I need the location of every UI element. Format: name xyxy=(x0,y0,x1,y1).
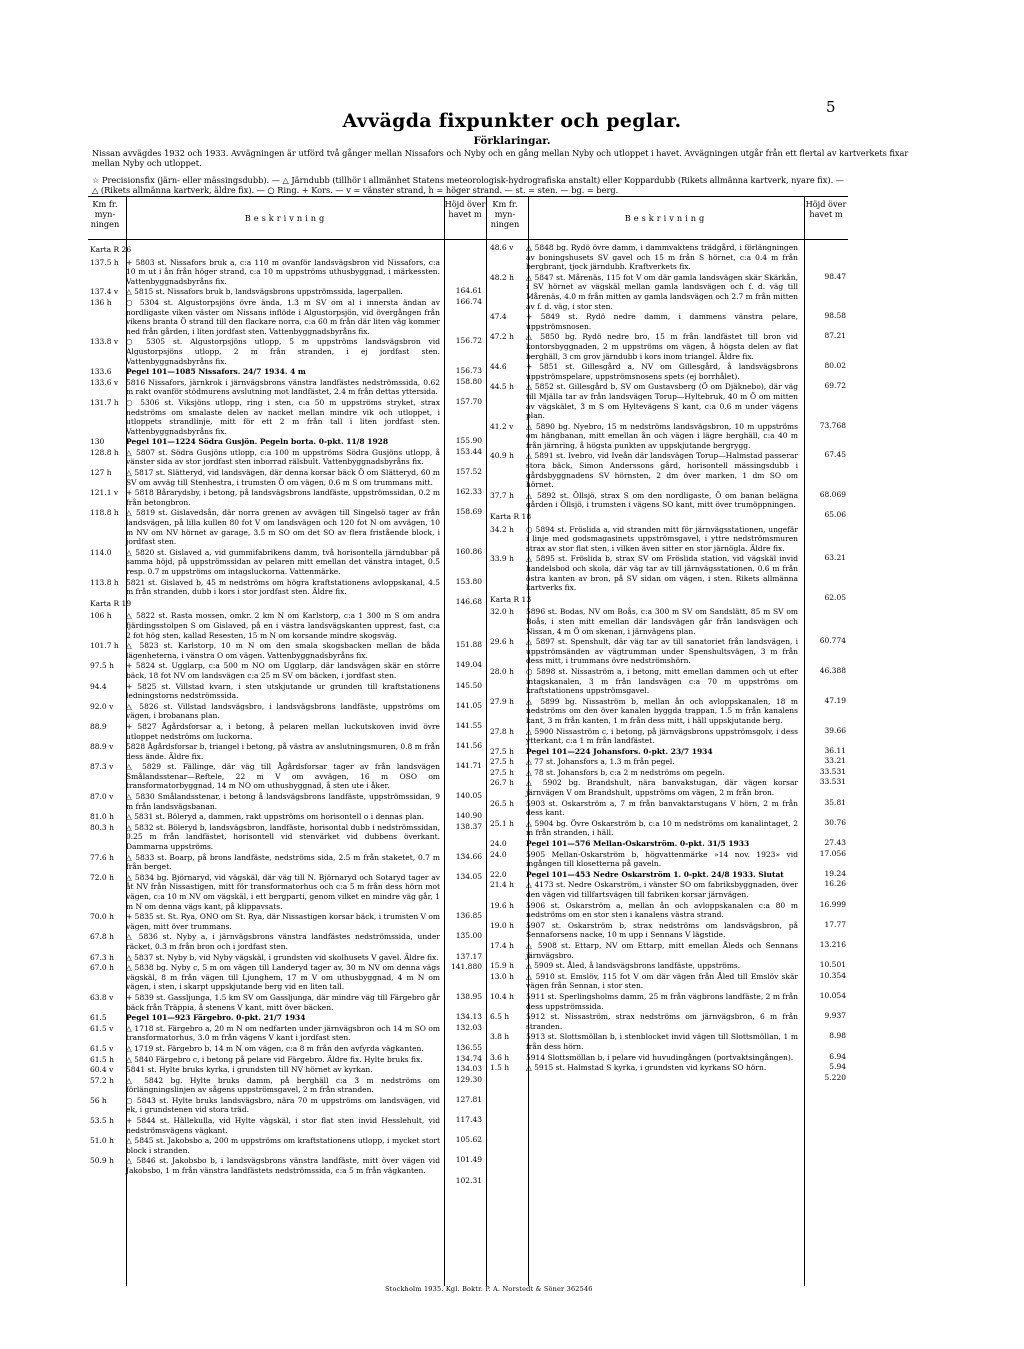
row-description: 5903 st. Oskarström a, 7 m från banvaktarstugans V hörn, 2 m från dess kant. xyxy=(526,798,798,818)
row-height: 158.80 xyxy=(455,376,482,386)
row-description: + 5824 st. Ugglarp, c:a 500 m NO om Ugglarp, där landsvägen skär en större bäck, 18 fot NV om landsvägen c:a 25 m SV om bäcken, i jordfast sten. xyxy=(126,661,440,680)
row-description: △ 5900 Nissaström c, i betong, på järnvägsbrons uppströmsgolv, i dess ytterkant, c:a 1 m från landfästet. xyxy=(526,726,798,746)
row-description: + 5818 Bårarydsby, i betong, på landsvägsbrons landfäste, uppströmssidan, 0.2 m från betongbron. xyxy=(126,488,440,507)
row-km: 6.5 h xyxy=(490,1012,510,1022)
row-description: △ 5833 st. Boarp, på brons landfäste, nedströms sida, 2.5 m från staketet, 0.7 m från berget. xyxy=(126,852,440,872)
row-description: ○ 5304 st. Algustorpsjöns övre ända, 1.3 m SV om al i innersta ändan av nordligaste viken väster om Nissans inflöde i Algustorpsjön, vid övergången från vikens branta Ö strand till den flackare norra, c:a 60 m från där liten väg kommer ned från gården, i liten jordfast sten. Vattenbyggnadsbyråns fix. xyxy=(126,297,440,336)
row-description: 5821 st. Gislaved b, 45 m nedströms om högra kraftstationens avloppskanal, 4.5 m från stranden, dubb i kors i stor jordfast sten. Äldre fix. xyxy=(126,577,440,597)
row-km: 51.0 h xyxy=(90,1136,114,1146)
row-km: 47.4 xyxy=(490,312,507,322)
row-height: 87.21 xyxy=(824,331,846,341)
row-height: 69.72 xyxy=(824,381,846,391)
row-description: △ 5909 st. Åled, å landsvägsbrons landfäste, uppströms. xyxy=(526,961,741,971)
row-description: △ 5823 st. Karlstorp, 10 m N om den smala skogsbacken mellan de båda lägenheterna, i vänstra O om vägen. Vattenbyggnadsbyråns fix. xyxy=(126,641,440,660)
map-sheet-label: Karta R 19 xyxy=(90,598,132,608)
row-km: 60.4 v xyxy=(90,1065,114,1075)
row-height: 134.74 xyxy=(455,1053,482,1063)
row-km: 27.5 h xyxy=(490,767,514,777)
row-height: 151.88 xyxy=(455,640,482,650)
row-height: 13.216 xyxy=(819,939,846,949)
row-km: 28.0 h xyxy=(490,666,514,676)
row-km: 41.2 v xyxy=(490,421,514,431)
row-km: 114.0 xyxy=(90,547,112,557)
row-description: △ 5897 st. Spenshult, där väg tar av till sanatoriet från landsvägen, i uppströmsänden av vägtrumman under Spenshultsvägen, 3 m från dess mitt, i trummans övre nedströmshörn. xyxy=(526,637,798,666)
row-km: 87.0 v xyxy=(90,792,114,802)
row-description: + 5844 st. Hällekulla, vid Hylte vägskäl, i stor flat sten invid Hesslehult, vid nedströmsvägens vägkant. xyxy=(126,1116,440,1135)
row-description: △ 4173 st. Nedre Oskarström, i vänster SO om fabriksbyggnaden, över den vägen vid tillfartsvägen till fabriken korsar järnvägen. xyxy=(526,880,798,899)
row-description: △ 5840 Färgebro c, i betong på pelare vid Färgebro. Äldre fix. Hylte bruks fix. xyxy=(126,1054,423,1064)
row-height: 135.00 xyxy=(455,931,482,941)
row-height: 129.30 xyxy=(455,1074,482,1084)
row-height: 153.80 xyxy=(455,576,482,586)
row-description: Pegel 101—576 Mellan-Oskarström. 0-pkt. 31/5 1933 xyxy=(526,839,750,849)
header-height: Höjd över havet m xyxy=(444,199,486,219)
row-description: 5912 st. Nissaström, strax nedströms om järnvägsbron, 6 m från stranden. xyxy=(526,1012,798,1031)
row-height: 140.05 xyxy=(455,791,482,801)
row-km: 61.5 xyxy=(90,1013,107,1023)
row-height: 141.71 xyxy=(455,761,482,771)
row-km: 33.9 h xyxy=(490,554,514,564)
row-km: 57.2 h xyxy=(90,1075,114,1085)
row-km: 67.8 h xyxy=(90,932,114,942)
row-km: 27.5 h xyxy=(490,746,514,756)
row-km: 44.6 xyxy=(490,362,507,372)
row-height: 68.069 xyxy=(819,489,846,499)
row-description: 5905 Mellan-Oskarström b, högvattenmärke »14 nov. 1923» vid ingången till klosetterna på gaveln. xyxy=(526,849,798,869)
row-description: △ 5899 bg. Nissaström b, mellan ån och avloppskanalen, 18 m nedströms om den över kanalen byggda trappan, 1.5 m från kanalens kant, 3 m från kanten, 1 m från dess mitt, i häll uppskjutande berg. xyxy=(526,696,798,725)
row-description: △ 78 st. Johansfors b, c:a 2 m nedströms om pegeln. xyxy=(526,767,725,777)
row-km: 63.8 v xyxy=(90,992,114,1002)
row-description: △ 5892 st. Öllsjö, strax S om den nordligaste, Ö om banan belägna gården i Öllsjö, i trumsten i vägens SO kant, mitt över trumöppningen. xyxy=(526,490,798,510)
row-description: △ 5831 st. Böleryd a, dammen, rakt uppströms om horisontell o i dennas plan. xyxy=(126,812,424,822)
row-km: 37.7 h xyxy=(490,490,514,500)
row-km: 87.3 v xyxy=(90,762,114,772)
row-km: 61.5 v xyxy=(90,1023,114,1033)
row-description: △ 5848 bg. Rydö övre damm, i dammvaktens trädgård, i förlängningen av boningshusets SV gavel och 15 m från S hörnet, c:a 0.4 m från bergbrant, tjock järndubb. Kraftverkets fix. xyxy=(526,243,798,272)
row-height: 146.68 xyxy=(455,596,482,606)
row-description: ○ 5898 st. Nissaström a, i betong, mitt emellan dammen och ut efter intagskanalen, 3 m från landsvägen c:a 70 m uppströms om kraftstationens uppströmsgavel. xyxy=(526,666,798,696)
row-km: 22.0 xyxy=(490,869,507,879)
row-description: + 5851 st. Gillesgård a, NV om Gillesgård, å landsvägsbrons uppströmspelare, uppströmsnosens spets (ej borrhålet). xyxy=(526,362,798,381)
row-description: + 5825 st. Villstad kvarn, i sten utskjutande ur grunden till kraftstationens ledningstorns nedströmssida. xyxy=(126,681,440,701)
row-description: △ 5895 st. Fröslida b, strax SV om Fröslida station, vid vägskäl invid handelsbod och skola, där väg tar av till järnvägsstationen, 0.6 m från östra kanten av bron, på SV sidan om vägen, i sten. Rikets allmänna kartverks fix. xyxy=(526,554,798,593)
row-km: 15.9 h xyxy=(490,961,514,971)
row-description: △ 5890 bg. Nyebro, 15 m nedströms landsvägsbron, 10 m uppströms om hängbanan, mitt emellan ån och vägen i lägre berghäll, c:a 40 m från järnring, å högsta punkten av uppskjutande bergrygg. xyxy=(526,421,798,450)
row-description: △ 5904 bg. Övre Oskarström b, c:a 10 m nedströms om kanalintaget, 2 m från stranden, i häll. xyxy=(526,818,798,838)
row-description: + 5803 st. Nissafors bruk a, c:a 110 m ovanför landsvägsbron vid Nissafors, c:a 10 m ut i ån från höger strand, c:a 10 m uppströms uthusbyggnad, i märkessten. Vattenbyggnadsbyråns fix. xyxy=(126,257,440,286)
row-height: 157.52 xyxy=(455,467,482,477)
row-description: 5816 Nissafors, järnkrok i järnvägsbrons vänstra landfästes nedströmssida, 0.62 m rakt ovanför stödmurens avslutning mot landfästet, 2.4 m från dettas yttersida. xyxy=(126,377,440,397)
row-km: 27.5 h xyxy=(490,757,514,767)
row-km: 44.5 h xyxy=(490,382,514,392)
row-description: △ 77 st. Johansfors a, 1.3 m från pegel. xyxy=(526,757,675,767)
row-height: 67.45 xyxy=(824,450,846,460)
row-height: 137.17 xyxy=(455,951,482,961)
row-km: 24.0 xyxy=(490,839,507,849)
row-km: 133.8 v xyxy=(90,337,119,347)
row-description: ○ 5894 st. Fröslida a, vid stranden mitt för järnvägsstationen, ungefär i linje med godsmagasinets uppströmsgavel, i yttre nedströmsmuren strax av stor flat sten, i vilken även sitter en stor järnögla. Äldre fix. xyxy=(526,524,798,553)
map-sheet-label: Karta R 18 xyxy=(490,512,532,522)
row-km: 48.6 v xyxy=(490,243,514,252)
row-km: 131.7 h xyxy=(90,397,119,407)
row-km: 128.8 h xyxy=(90,447,119,457)
row-height: 63.21 xyxy=(824,553,846,563)
row-km: 133.6 v xyxy=(90,377,119,387)
row-height: 141.56 xyxy=(455,741,482,751)
row-height: 136.85 xyxy=(455,911,482,921)
row-height: 141.880 xyxy=(450,962,482,972)
row-km: 137.5 h xyxy=(90,257,119,267)
row-description: 5828 Ågårdsforsar b, triangel i betong, på västra av anslutningsmuren, 0.8 m från dess ände. Äldre fix. xyxy=(126,742,440,761)
row-height: 141.05 xyxy=(455,700,482,710)
row-km: 81.0 h xyxy=(90,812,114,822)
row-description: △ 1718 st. Färgebro a, 20 m N om nedfarten under järnvägsbron och 14 m SO om transformatorhus, 3.0 m från vägens V kant i jordfast sten. xyxy=(126,1023,440,1043)
row-height: 8.98 xyxy=(829,1031,846,1041)
row-height: 6.94 xyxy=(829,1051,846,1061)
row-km: 34.2 h xyxy=(490,524,514,534)
row-height: 73.768 xyxy=(819,420,846,430)
row-description: △ 5850 bg. Rydö nedre bro, 15 m från landfästet till bron vid kontorsbyggnaden, 2 m uppströms om vägen, å högsta delen av flat berghäll, 3 cm grov järndubb i kors inom triangel. Äldre fix. xyxy=(526,332,798,361)
intro-paragraph: Nissan avvägdes 1932 och 1933. Avvägningen är utförd två gånger mellan Nissafors och Nyby och en gång mellan Nyby och utloppet i havet. Avvägningen utgår från ett flertal av kartverkets fixar mellan Nyby och utloppet. xyxy=(92,148,909,168)
row-description: ○ 5306 st. Viksjöns utlopp, ring i sten, c:a 50 m uppströms stryket, strax nedströms om smalaste delen av nacket mellan mindre vik och utloppet, i utloppets strandlinje, mitt för ett 2 m från tall i liten jordfast sten. Vattenbyggnadsbyråns fix. xyxy=(126,397,440,436)
row-description: △ 5910 st. Emslöv, 115 fot V om där vägen från Åled till Emslöv skär vägen från Sennan, i stor sten. xyxy=(526,971,798,991)
row-height: 156.73 xyxy=(455,366,482,376)
row-height: 30.76 xyxy=(824,817,846,827)
row-km: 101.7 h xyxy=(90,641,119,651)
row-km: 106 h xyxy=(90,611,112,621)
row-description: △ 5832 st. Böleryd b, landsvägsbron, landfäste, horisontal dubb i nedströmssidan, 0.25 m från landfästet, horisontell vid stenvärket vid dubbens överkant. Dammarna uppströms. xyxy=(126,822,440,852)
row-height: 60.774 xyxy=(819,636,846,646)
header-height: Höjd över havet m xyxy=(805,199,847,219)
row-km: 113.8 h xyxy=(90,577,119,587)
legend-line-1: ☆ Precisionsfix (järn- eller mässingsdubb). — △ Järndubb (tillhör i allmänhet Statens meteorologisk-hydrografiska anstalt) eller Koppardubb (Rikets allmänna kartverk, nyare fix). — xyxy=(92,175,844,185)
header-km: Km fr. myn-ningen xyxy=(90,199,120,229)
row-km: 17.4 h xyxy=(490,940,514,950)
row-height: 5.220 xyxy=(824,1072,846,1082)
row-km: 26.5 h xyxy=(490,798,514,808)
row-km: 50.9 h xyxy=(90,1156,114,1166)
row-height: 101.49 xyxy=(455,1155,482,1165)
row-km: 70.0 h xyxy=(90,912,114,922)
row-description: Pegel 101—923 Färgebro. 0-pkt. 21/7 1934 xyxy=(126,1013,306,1023)
row-km: 136 h xyxy=(90,297,112,307)
row-km: 10.4 h xyxy=(490,991,514,1001)
row-km: 137.4 v xyxy=(90,287,119,297)
footer-imprint: Stockholm 1935. Kgl. Boktr. P. A. Norstedt & Söner 362546 xyxy=(385,1285,593,1293)
row-description: + 5849 st. Rydö nedre damm, i dammens vänstra pelare, uppströmsnosen. xyxy=(526,312,798,331)
left-column xyxy=(90,243,482,1185)
row-km: 53.5 h xyxy=(90,1116,114,1126)
row-description: △ 5830 Smålandsstenar, i betong å landsvägsbrons landfäste, uppströmssidan, 9 m från landsvägsbanan. xyxy=(126,792,440,811)
benchmark-row xyxy=(490,1063,846,1082)
row-km: 1.5 h xyxy=(490,1063,510,1073)
row-description: 5911 st. Sperlingsholms damm, 25 m från vägbrons landfäste, 2 m från dess uppströmssida. xyxy=(526,991,798,1011)
row-description: △ 5829 st. Fällinge, där väg till Ågårdsforsar tager av från landsvägen Smålandsstenar—Reftele, 22 m V om avvägen, 16 m OSO om transformatorbyggnad, 14 m NO om uthusbyggnad, å sten ute i åker. xyxy=(126,762,440,791)
column-divider xyxy=(486,196,487,1286)
table-header-right xyxy=(486,196,848,240)
row-height: 156.72 xyxy=(455,336,482,346)
row-description: △ 5838 bg. Nyby c, 5 m om vägen till Landeryd tager av, 30 m NV om denna vägs vägskäl, 8 m från vägen till Ljunghem, 17 m V om uthusbyggnad, 4 m N om vägen, i sten, i skarpt uppskjutande berg vid en liten tall. xyxy=(126,963,440,992)
row-height: 19.24 xyxy=(824,868,846,878)
row-height: 127.81 xyxy=(455,1094,482,1104)
page-subtitle: Förklaringar. xyxy=(473,135,551,147)
row-description: △ 5807 st. Södra Gusjöns utlopp, c:a 100 m uppströms Södra Gusjöns utlopp, å vänster sida av stor jordfast sten inborrad rälsbult. Vattenbyggnadsbyråns fix. xyxy=(126,447,440,467)
row-description: + 5835 st. St. Rya, ONO om St. Rya, där Nissastigen korsar bäck, i trumsten V om vägen, mitt över trummans. xyxy=(126,912,440,931)
row-km: 130 xyxy=(90,437,105,447)
row-height: 134.03 xyxy=(455,1064,482,1074)
row-km: 133.6 xyxy=(90,367,112,377)
row-km: 88.9 v xyxy=(90,742,114,752)
row-km: 40.9 h xyxy=(490,451,514,461)
intro-text xyxy=(92,148,934,170)
row-description: ○ 5843 st. Hylte bruks landsvägsbro, nära 70 m uppströms om landsvägen, vid ek, i grundstenen vid stora träd. xyxy=(126,1095,440,1115)
row-km: 80.3 h xyxy=(90,822,114,832)
legend-line-2: △ (Rikets allmänna kartverk, äldre fix). — ○ Ring. + Kors. — v = vänster strand, h = höger strand. — st. = sten. — bg. = berg. xyxy=(92,185,619,195)
row-height: 16.26 xyxy=(824,879,846,889)
row-height: 134.66 xyxy=(455,851,482,861)
row-description: △ 5847 st. Mårenäs, 115 fot V om där gamla landsvägen skär Skärkån, i SV hörnet av vägskäl mellan gamla landsvägen och f. d. väg till Mårenäs, 4.0 m från mitten av gamla landsvägen och 2.7 m från mitten av f. d. väg, i stor sten. xyxy=(526,272,798,311)
row-height: 80.02 xyxy=(824,361,846,371)
row-height: 5.94 xyxy=(829,1062,846,1072)
row-height: 39.66 xyxy=(824,725,846,735)
row-km: 67.0 h xyxy=(90,963,114,973)
row-height: 36.11 xyxy=(824,745,846,755)
row-height: 157.70 xyxy=(455,396,482,406)
row-height: 62.05 xyxy=(824,592,846,602)
row-description: Pegel 101—453 Nedre Oskarström 1. 0-pkt. 24/8 1933. Slutat xyxy=(526,869,784,879)
row-description: △ 5845 st. Jakobsbo a, 200 m uppströms om kraftstationens utlopp, i mycket stort block i stranden. xyxy=(126,1136,440,1155)
row-description: △ 5836 st. Nyby a, i järnvägsbrons vänstra landfästes nedströmssida, under räcket, 0.3 m från bron och i jordfast sten. xyxy=(126,932,440,951)
row-height: 17.056 xyxy=(819,848,846,858)
row-description: △ 1719 st. Färgebro b, 14 m N om vägen, c:a 8 m från den avfyrda vägkanten. xyxy=(126,1043,424,1053)
row-description: 5896 st. Bodas, NV om Boås, c:a 300 m SV om Sandslätt, 85 m SV om Boås, i sten mitt emellan där landsvägen går från landsvägen och Nissan, 4 m Ö om skenan, i järnvägens plan. xyxy=(526,607,798,636)
map-sheet-label: Karta R 13 xyxy=(490,594,532,604)
row-height: 132.03 xyxy=(455,1022,482,1032)
row-height: 10.054 xyxy=(819,990,846,1000)
row-height: 160.86 xyxy=(455,546,482,556)
row-height: 16.999 xyxy=(819,899,846,909)
row-height: 136.55 xyxy=(455,1042,482,1052)
gauge-row xyxy=(490,839,846,858)
row-description: ○ 5305 st. Algustorpsjöns utlopp, 5 m uppströms landsvägsbron vid Algustorpsjöns utlopp, 2 m från stranden, i ej jordfast sten. Vattenbyggnadsbyråns fix. xyxy=(126,337,440,366)
benchmark-row xyxy=(90,1156,482,1185)
row-description: 5913 st. Slottsmöllan b, i stenblocket invid vägen till Slottsmöllan, 1 m från dess hörn. xyxy=(526,1032,798,1051)
row-description: △ 5852 st. Gillesgård b, SV om Gustavsberg (Ö om Djäknebo), där väg till Mjälla tar av från landsvägen Torup—Hyltebruk, 40 m Ö om mitten av vägskälet, 3 m S om Hyltevägens S kant, c:a 0.6 m under vägens plan. xyxy=(526,382,798,421)
row-km: 61.5 v xyxy=(90,1043,114,1053)
row-height: 134.05 xyxy=(455,871,482,881)
row-description: Pegel 101—1224 Södra Gusjön. Pegeln borta. 0-pkt. 11/8 1928 xyxy=(126,437,389,447)
row-description: △ 5826 st. Villstad landsvägsbro, i landsvägsbrons landfäste, uppströms om vägen, i brobanans plan. xyxy=(126,701,440,721)
row-km: 21.4 h xyxy=(490,880,514,890)
row-km: 29.6 h xyxy=(490,637,514,647)
row-height: 9.937 xyxy=(824,1011,846,1021)
header-description: Beskrivning xyxy=(624,213,708,223)
row-height: 149.04 xyxy=(455,660,482,670)
row-km: 3.6 h xyxy=(490,1052,510,1062)
row-km: 27.8 h xyxy=(490,726,514,736)
row-description: △ 5817 st. Slätteryd, vid landsvägen, där denna korsar bäck Ö om Slätteryd, 60 m SV om avväg till Stenhestra, i trumsten Ö om vägen, 0.6 m S om trummans mitt. xyxy=(126,468,440,487)
row-height: 105.62 xyxy=(455,1135,482,1145)
row-km: 27.9 h xyxy=(490,696,514,706)
table-header-left xyxy=(88,196,486,240)
row-description: + 5839 st. Gassljunga, 1.5 km SV om Gassljunga, där mindre väg till Färgebro går bäck från Träppia, å stenens V kant, mitt över bäcken. xyxy=(126,992,440,1012)
row-description: 5914 Slottsmöllan b, i pelare vid huvudingången (portvaktsingången). xyxy=(526,1052,794,1062)
row-km: 127 h xyxy=(90,468,112,478)
page-number: 5 xyxy=(826,98,836,116)
row-km: 77.6 h xyxy=(90,852,114,862)
row-height: 158.69 xyxy=(455,507,482,517)
row-description: △ 5908 st. Ettarp, NV om Ettarp, mitt emellan Åleds och Sennans järnvägsbro. xyxy=(526,940,798,960)
row-height: 102.31 xyxy=(455,1175,482,1185)
row-description: △ 5819 st. Gislavedsån, där norra grenen av avvägen till Singelsö tager av från landsvägen, på lilla kullen 80 fot V om landsvägen och 120 fot N om avvägen, 10 m NV om NV hörnet av garage, 3.5 m SO om det SO av flera fristående block, i jordfast sten. xyxy=(126,508,440,547)
row-height: 35.81 xyxy=(824,797,846,807)
row-height: 140.90 xyxy=(455,811,482,821)
row-km: 67.3 h xyxy=(90,952,114,962)
row-description: 5841 st. Hylte bruks kyrka, i grundsten till NV hörnet av kyrkan. xyxy=(126,1065,373,1075)
row-km: 56 h xyxy=(90,1095,107,1105)
row-height: 145.50 xyxy=(455,680,482,690)
row-description: △ 5815 st. Nissafors bruk b, landsvägsbrons uppströmssida, lagerpallen. xyxy=(126,287,403,297)
row-description: △ 5834 bg. Björnaryd, vid vägskäl, där väg till N. Björnaryd och Sotaryd tager av åt NV från Nissastigen, mitt för transformatorhus och c:a 5 m från dess hörn mot vägen, c:a 10 m NV om vägskäl, i ett bergparti, genom vilket en mindre väg går, 1 m N om denna vägs kant, på klippavsats. xyxy=(126,872,440,911)
row-km: 47.2 h xyxy=(490,332,514,342)
row-height: 65.06 xyxy=(824,510,846,520)
row-km: 94.4 xyxy=(90,681,107,691)
row-km: 61.5 h xyxy=(90,1054,114,1064)
row-height: 138.95 xyxy=(455,991,482,1001)
row-height: 155.90 xyxy=(455,436,482,446)
row-height: 98.58 xyxy=(824,311,846,321)
row-km: 92.0 v xyxy=(90,701,114,711)
row-description: Pegel 101—1085 Nissafors. 24/7 1934. 4 m xyxy=(126,367,306,377)
row-km: 88.9 xyxy=(90,721,107,731)
row-km: 25.1 h xyxy=(490,818,514,828)
row-description: Pegel 101—224 Johansfors. 0-pkt. 23/7 1934 xyxy=(526,746,713,756)
row-height: 162.33 xyxy=(455,487,482,497)
row-km: 72.0 h xyxy=(90,872,114,882)
row-height: 17.77 xyxy=(824,919,846,929)
row-height: 141.55 xyxy=(455,720,482,730)
row-height: 10.354 xyxy=(819,970,846,980)
row-km: 19.0 h xyxy=(490,920,514,930)
row-description: △ 5846 st. Jakobsbo b, i landsvägsbrons vänstra landfäste, mitt över vägen vid Jakobsbo, 1 m från vänstra landfästets nedströmssida, c:a 5 m från vägkanten. xyxy=(126,1156,440,1176)
row-km: 118.8 h xyxy=(90,508,119,518)
page-title: Avvägda fixpunkter och peglar. xyxy=(342,110,682,132)
row-km: 48.2 h xyxy=(490,272,514,282)
row-height: 33.531 xyxy=(819,766,846,776)
map-sheet-label: Karta R 26 xyxy=(90,245,132,254)
row-km: 19.6 h xyxy=(490,900,514,910)
row-height: 33.531 xyxy=(819,777,846,787)
legend xyxy=(92,175,934,195)
row-km: 32.0 h xyxy=(490,607,514,617)
row-height: 27.43 xyxy=(824,838,846,848)
row-description: 5906 st. Oskarström a, mellan ån och avloppskanalen c:a 80 m nedströms om en stor sten i kanalens västra strand. xyxy=(526,900,798,920)
row-description: △ 5902 bg. Brandshult, nära banvakstugan, där vägen korsar järnvägen V om Brandshult, uppströms om vägen, 2 m från bron. xyxy=(526,778,798,798)
row-km: 97.5 h xyxy=(90,661,114,671)
row-height: 134.13 xyxy=(455,1012,482,1022)
row-description: △ 5891 st. Ivebro, vid Iveån där landsvägen Torup—Halmstad passerar stora bäck, Simon Anderssons gård, horisontell mässingsdubb i gårdsbyggnadens SV hörnsten, 2 dm över marken, 1 dm SO om hörnet. xyxy=(526,451,798,490)
row-km: 121.1 v xyxy=(90,488,119,498)
right-column xyxy=(490,243,846,1082)
row-description: △ 5837 st. Nyby b, vid Nyby vägskäl, i grundsten vid skolhusets V gavel. Äldre fix. xyxy=(126,952,439,962)
row-km: 3.8 h xyxy=(490,1032,510,1042)
row-height: 153.44 xyxy=(455,446,482,456)
row-description: △ 5915 st. Halmstad S kyrka, i grundsten vid kyrkans SO hörn. xyxy=(526,1063,767,1073)
row-description: △ 5820 st. Gislaved a, vid gummifabrikens damm, två horisontella järndubbar på samma höjd, på uppströmssidan av pelaren mitt emellan det vänstra intaget, 0.5 resp. 0.7 m uppströms om intagsluckorna. Vattenmärke. xyxy=(126,547,440,576)
row-km: 24.0 xyxy=(490,849,507,859)
row-description: △ 5822 st. Rasta mossen, omkr. 2 km N om Karlstorp, c:a 1 300 m S om andra fjärdingsstolpen S om Gislaved, på en i västra landsvägskanten upprest, fast, c:a 2 fot hög sten, kallad Resesten, 15 m N om korsande mindre skogsväg. xyxy=(126,611,440,640)
row-height: 117.43 xyxy=(455,1115,482,1125)
row-description: 5907 st. Oskarström b, strax nedströms om landsvägsbron, på Sennaforsens nacke, 10 m upp i Sennans V lägstide. xyxy=(526,920,798,940)
row-km: 26.7 h xyxy=(490,778,514,788)
header-km: Km fr. myn-ningen xyxy=(490,199,520,229)
header-description: Beskrivning xyxy=(244,213,328,223)
row-height: 47.19 xyxy=(824,695,846,705)
row-height: 138.37 xyxy=(455,821,482,831)
row-height: 98.47 xyxy=(824,271,846,281)
row-height: 166.74 xyxy=(455,296,482,306)
row-height: 33.21 xyxy=(824,756,846,766)
row-height: 164.61 xyxy=(455,286,482,296)
row-description: + 5827 Ågårdsforsar a, i betong, å pelaren mellan luckutskoven invid övre utloppet nedströms om luckorna. xyxy=(126,721,440,741)
row-height: 10.501 xyxy=(819,960,846,970)
row-description: △ 5842 bg. Hylte bruks damm, på berghäll c:a 3 m nedströms om förlängningslinjen av sågens uppströmsgavel, 2 m från stranden. xyxy=(126,1075,440,1095)
row-height: 46.388 xyxy=(819,665,846,675)
row-km: 13.0 h xyxy=(490,971,514,981)
